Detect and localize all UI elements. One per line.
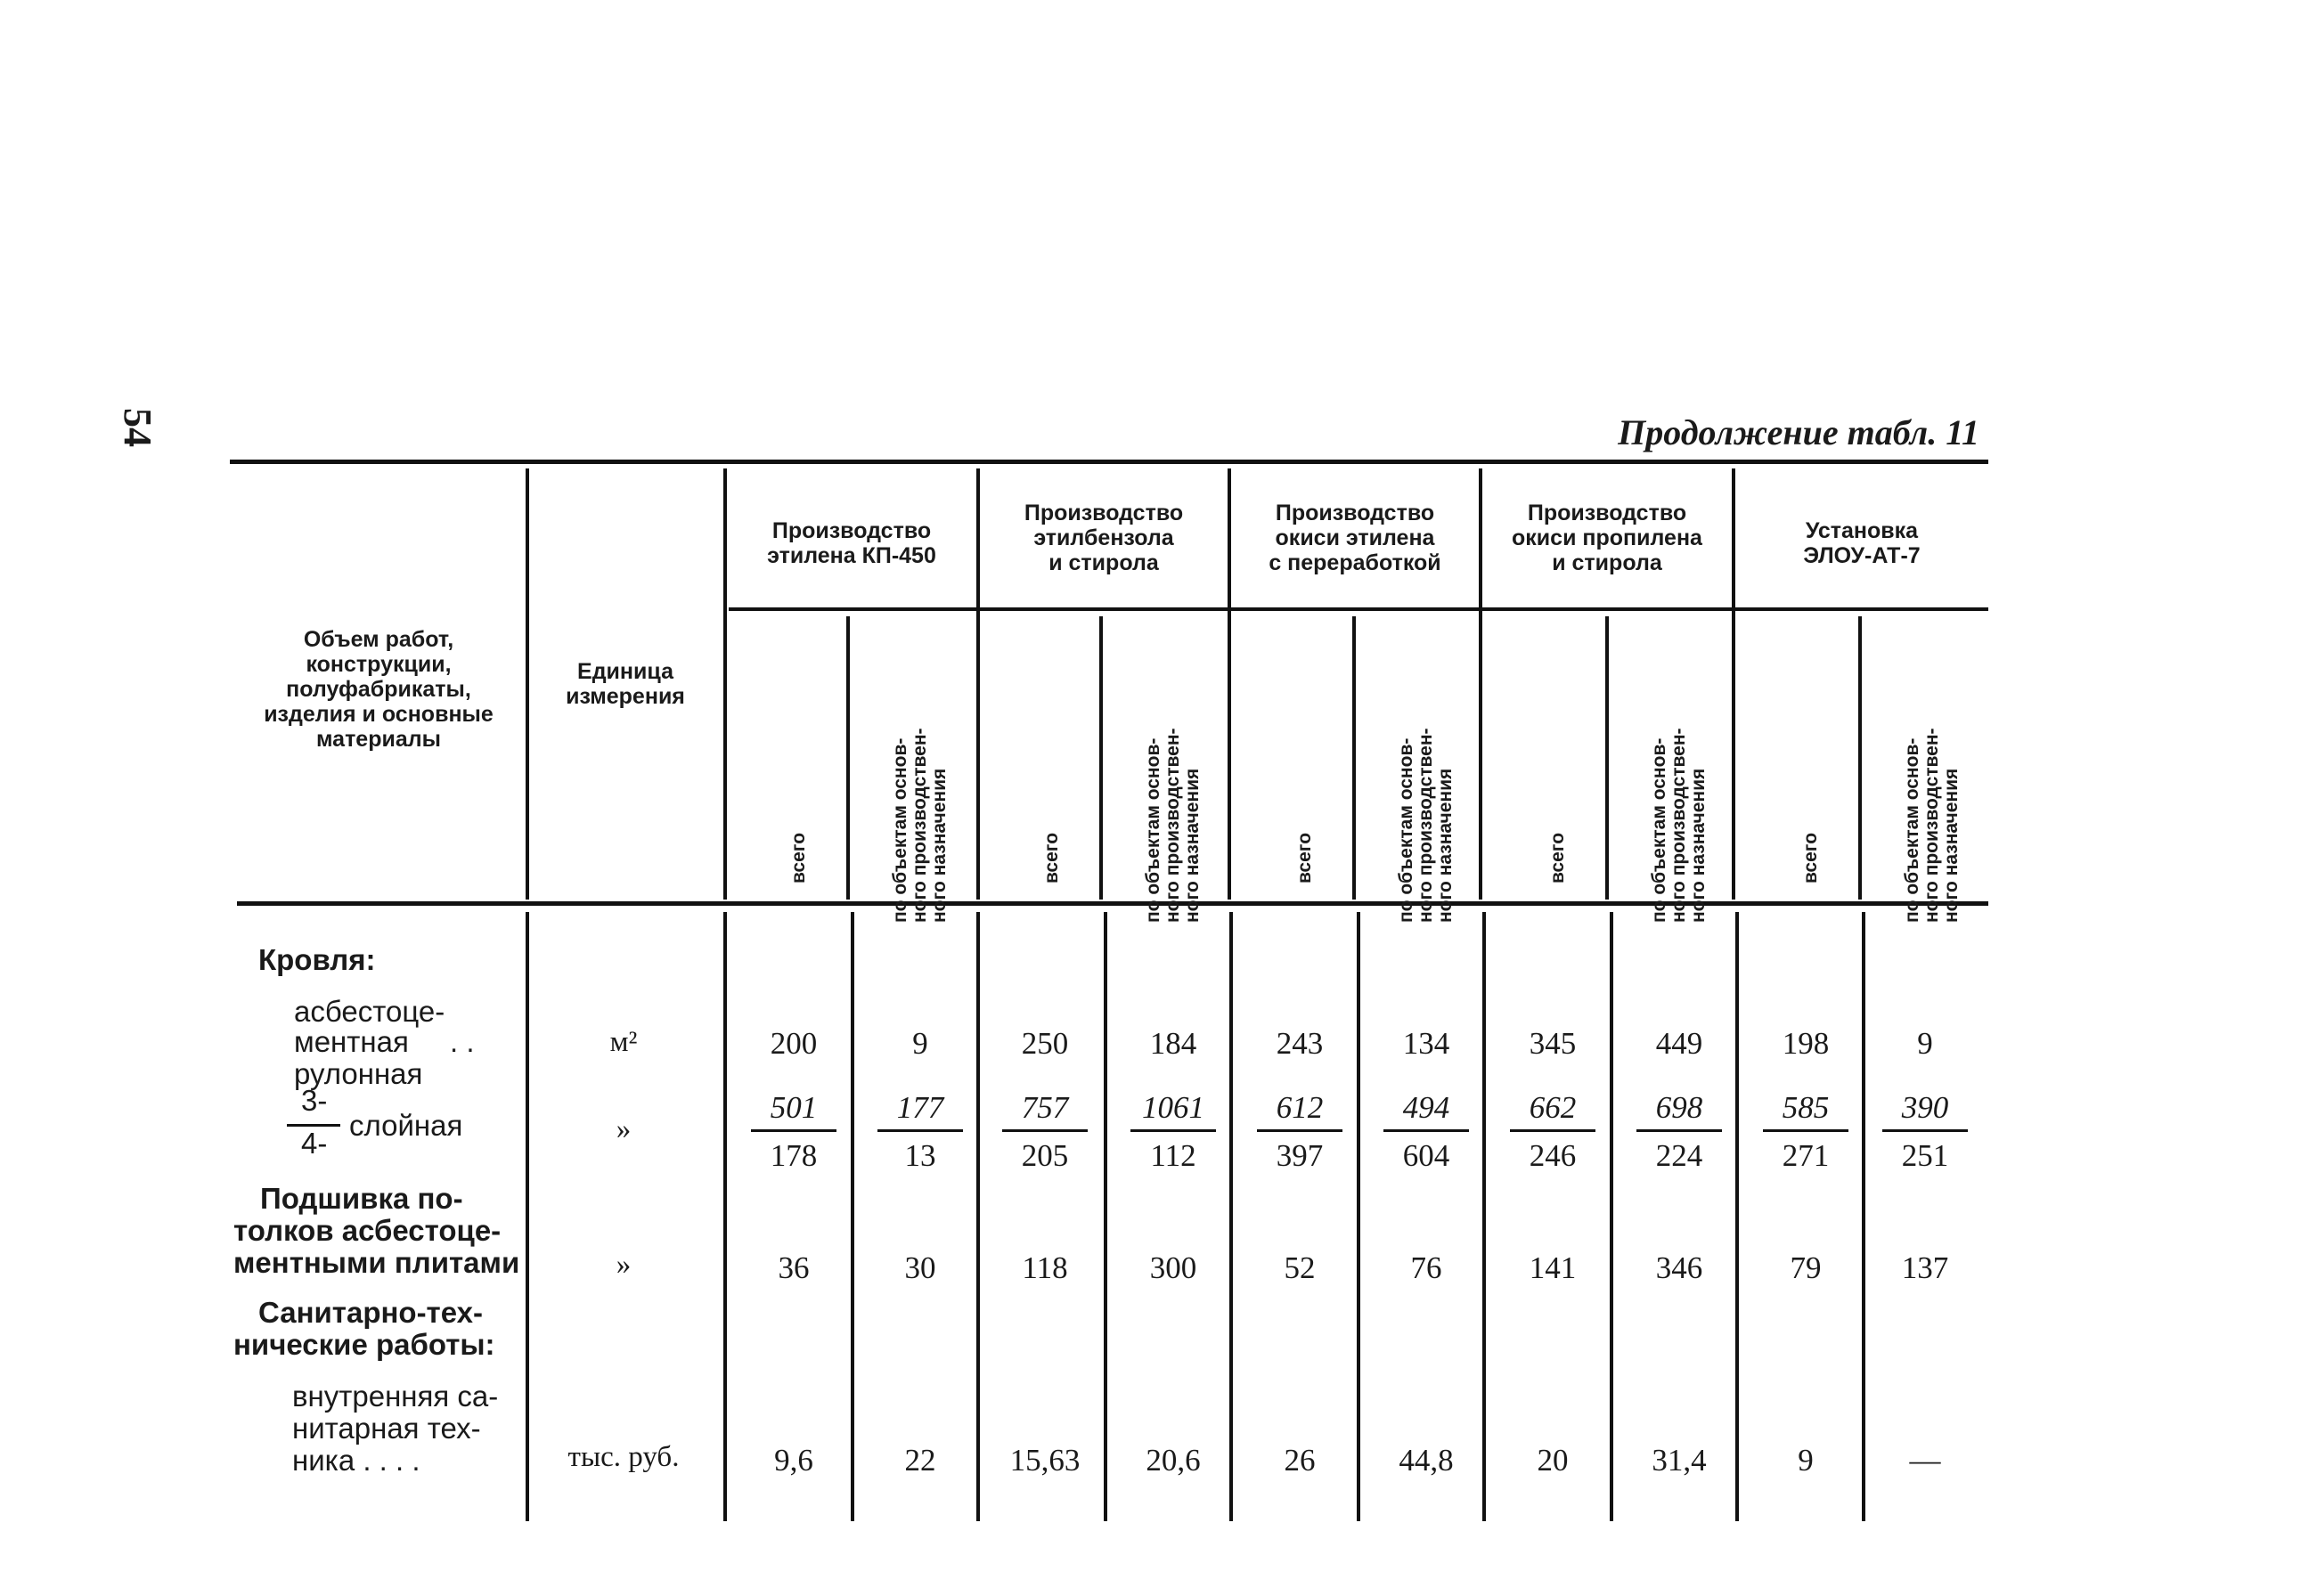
group-header-ethylene-oxide: Производство окиси этилена с переработкой	[1269, 501, 1441, 575]
top-rule	[230, 460, 1988, 464]
value-cell: 198	[1782, 1026, 1830, 1061]
value-cell: 9,6	[774, 1443, 813, 1478]
value-cell: 26	[1284, 1443, 1316, 1478]
subheader-main-objects: по объектам основ- ного производствен- ного назначения	[890, 728, 950, 923]
value-cell: 449	[1655, 1026, 1703, 1061]
col-divider	[1482, 912, 1486, 1521]
value-cell: 205	[1021, 1138, 1069, 1173]
value-cell: 31,4	[1652, 1443, 1707, 1478]
value-cell: 20,6	[1146, 1443, 1201, 1478]
unit-cell: »	[616, 1249, 632, 1281]
subheader-main-objects: по объектам основ- ного производствен- ного назначения	[1396, 728, 1456, 923]
unit-cell: тыс. руб.	[567, 1441, 680, 1473]
value-cell: —	[1909, 1443, 1941, 1478]
group-header-propylene-oxide: Производство окиси пропилена и стирола	[1512, 501, 1702, 575]
fraction-bar	[1383, 1129, 1469, 1132]
fraction-bar	[751, 1129, 836, 1132]
value-cell: 44,8	[1399, 1443, 1454, 1478]
fraction-bar	[1510, 1129, 1595, 1132]
value-cell: 604	[1402, 1138, 1450, 1173]
sub-divider	[1610, 912, 1613, 1521]
value-cell: 137	[1901, 1250, 1949, 1285]
value-cell: 22	[904, 1443, 936, 1478]
value-cell: 585	[1782, 1090, 1830, 1125]
value-cell: 184	[1149, 1026, 1197, 1061]
value-cell: 52	[1284, 1250, 1316, 1285]
row-label-asbestos: асбестоце-	[294, 995, 445, 1028]
fraction-bar	[877, 1129, 963, 1132]
fraction-top: 3-	[301, 1084, 328, 1117]
value-cell: 1061	[1142, 1090, 1204, 1125]
unit-cell: м²	[609, 1026, 638, 1058]
fraction-bar	[1636, 1129, 1722, 1132]
sub-divider	[1099, 616, 1103, 900]
fraction-bar	[1002, 1129, 1088, 1132]
value-cell: 36	[778, 1250, 810, 1285]
row-label-sanitary: нические работы:	[233, 1328, 495, 1361]
fraction-bar	[1763, 1129, 1848, 1132]
value-cell: 141	[1529, 1250, 1577, 1285]
row-label-roof: Кровля:	[258, 943, 376, 976]
subheader-total: всего	[1547, 832, 1568, 884]
col-divider	[1732, 468, 1735, 900]
fraction-bottom: 4-	[301, 1127, 328, 1160]
value-cell: 79	[1790, 1250, 1822, 1285]
subheader-total: всего	[1800, 832, 1821, 884]
sub-divider	[846, 616, 850, 900]
col-divider	[1228, 468, 1231, 900]
col-divider	[1735, 912, 1739, 1521]
value-cell: 346	[1655, 1250, 1703, 1285]
value-cell: 300	[1149, 1250, 1197, 1285]
value-cell: 494	[1402, 1090, 1450, 1125]
sub-divider	[1357, 912, 1360, 1521]
row-label-asbestos: ментная	[294, 1025, 409, 1058]
col-divider	[976, 912, 980, 1521]
value-cell: 243	[1276, 1026, 1324, 1061]
value-cell: 698	[1655, 1090, 1703, 1125]
subheader-main-objects: по объектам основ- ного производствен- ного назначения	[1143, 728, 1203, 923]
value-cell: 118	[1022, 1250, 1068, 1285]
table-caption: Продолжение табл. 11	[1618, 412, 1979, 452]
value-cell: 177	[896, 1090, 944, 1125]
sub-divider	[851, 912, 854, 1521]
row-label-roll: рулонная	[294, 1057, 423, 1090]
sub-divider	[1352, 616, 1356, 900]
group-header-elou: Установка ЭЛОУ-АТ-7	[1803, 518, 1921, 568]
subheader-total: всего	[1294, 832, 1315, 884]
row-label-roll-layer: слойная	[349, 1109, 463, 1142]
subheader-main-objects: по объектам основ- ного производствен- ного назначения	[1649, 728, 1709, 923]
value-cell: 612	[1276, 1090, 1324, 1125]
value-cell: 178	[770, 1138, 818, 1173]
col-divider	[526, 468, 529, 900]
col-divider	[526, 912, 529, 1521]
value-cell: 246	[1529, 1138, 1577, 1173]
group-rule	[729, 607, 1988, 611]
sub-divider	[1104, 912, 1107, 1521]
row-label-internal: внутренняя са-	[292, 1380, 499, 1413]
value-cell: 662	[1529, 1090, 1577, 1125]
value-cell: 757	[1021, 1090, 1069, 1125]
value-cell: 250	[1021, 1026, 1069, 1061]
row-label-ceiling: толков асбестоце-	[233, 1214, 502, 1247]
value-cell: 271	[1782, 1138, 1830, 1173]
row-label-internal: ника . . . .	[292, 1444, 420, 1477]
group-header-ethylbenzene: Производство этилбензола и стирола	[1024, 501, 1184, 575]
value-cell: 20	[1537, 1443, 1569, 1478]
value-cell: 13	[904, 1138, 936, 1173]
value-cell: 134	[1402, 1026, 1450, 1061]
subheader-total: всего	[1041, 832, 1062, 884]
value-cell: 76	[1410, 1250, 1442, 1285]
page-number: 54	[116, 408, 159, 447]
value-cell: 390	[1901, 1090, 1949, 1125]
col-divider	[723, 468, 727, 900]
header-bottom-rule	[237, 901, 1988, 906]
fraction-bar	[1257, 1129, 1342, 1132]
value-cell: 9	[912, 1026, 928, 1061]
col-divider	[976, 468, 980, 900]
header-item-column: Объем работ, конструкции, полуфабрикаты, изделия и основные материалы	[264, 627, 494, 752]
value-cell: 251	[1901, 1138, 1949, 1173]
col-divider	[1479, 468, 1482, 900]
sub-divider	[1858, 616, 1862, 900]
col-divider	[723, 912, 727, 1521]
header-unit-column: Единица измерения	[566, 659, 685, 709]
value-cell: 200	[770, 1026, 818, 1061]
value-cell: 397	[1276, 1138, 1324, 1173]
subheader-main-objects: по объектам основ- ного производствен- ного назначения	[1902, 728, 1962, 923]
sub-divider	[1862, 912, 1865, 1521]
row-label-ceiling: Подшивка по-	[260, 1182, 463, 1215]
value-cell: 15,63	[1009, 1443, 1081, 1478]
value-cell: 224	[1655, 1138, 1703, 1173]
value-cell: 501	[770, 1090, 818, 1125]
value-cell: 9	[1798, 1443, 1814, 1478]
group-header-ethylene: Производство этилена КП-450	[767, 518, 936, 568]
value-cell: 112	[1150, 1138, 1196, 1173]
value-cell: 345	[1529, 1026, 1577, 1061]
col-divider	[1229, 912, 1233, 1521]
sub-divider	[1605, 616, 1609, 900]
row-label-ceiling: ментными плитами	[233, 1246, 520, 1279]
row-label-dots: . .	[450, 1025, 475, 1058]
value-cell: 9	[1917, 1026, 1933, 1061]
unit-cell: »	[616, 1113, 632, 1145]
fraction-bar	[1130, 1129, 1216, 1132]
row-label-sanitary: Санитарно-тех-	[258, 1296, 483, 1329]
fraction-bar	[1882, 1129, 1968, 1132]
value-cell: 30	[904, 1250, 936, 1285]
subheader-total: всего	[788, 832, 809, 884]
row-label-internal: нитарная тех-	[292, 1412, 481, 1445]
